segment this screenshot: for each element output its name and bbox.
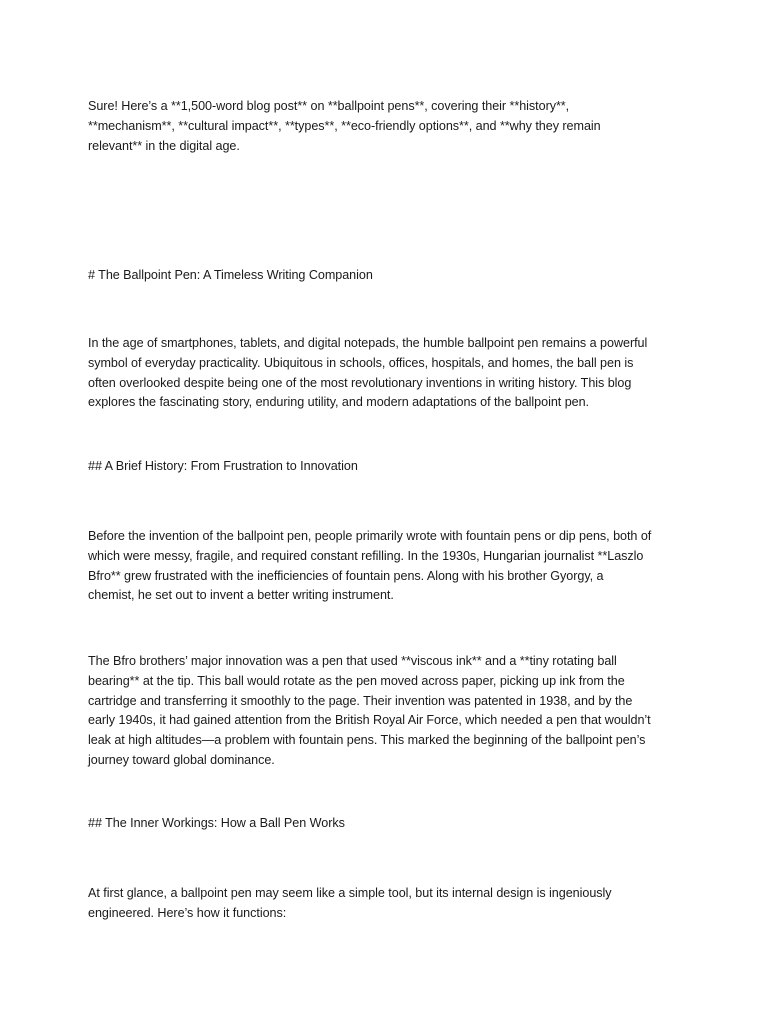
text-line: symbol of everyday practicality. Ubiquitous in schools, offices, hospitals, and homes, the ball pen is — [88, 355, 634, 370]
workings-heading — [88, 814, 688, 834]
history-paragraph-1 — [88, 527, 688, 606]
intro-body-paragraph — [88, 334, 688, 413]
text-line: which were messy, fragile, and required constant refilling. In the 1930s, Hungarian journalist **Laszlo — [88, 548, 644, 563]
text-line: ## A Brief History: From Frustration to Innovation — [88, 459, 358, 473]
text-line: journey toward global dominance. — [88, 752, 275, 767]
text-line: ## The Inner Workings: How a Ball Pen Works — [88, 816, 345, 830]
document-title — [88, 266, 688, 286]
text-line: Before the invention of the ballpoint pen, people primarily wrote with fountain pens or dip pens, both of — [88, 529, 652, 543]
text-line: Bfro** grew frustrated with the inefficiencies of fountain pens. Along with his brother Gyorgy, a — [88, 568, 604, 583]
text-line: The Bfro brothers’ major innovation was a pen that used **viscous ink** and a **tiny rotating ball — [88, 654, 617, 668]
text-line: leak at high altitudes—a problem with fountain pens. This marked the beginning of the ballpoint pen’s — [88, 733, 646, 748]
text-line: chemist, he set out to invent a better writing instrument. — [88, 588, 394, 603]
text-line: # The Ballpoint Pen: A Timeless Writing Companion — [88, 268, 373, 282]
intro-paragraph — [88, 97, 688, 156]
text-line: early 1940s, it had gained attention from the British Royal Air Force, which needed a pen that wouldn’t — [88, 713, 651, 728]
text-line: cartridge and transferring it smoothly to the page. Their invention was patented in 1938, and by the — [88, 693, 633, 708]
history-heading — [88, 457, 688, 477]
text-line: relevant** in the digital age. — [88, 138, 240, 153]
history-paragraph-2 — [88, 652, 688, 771]
text-line: bearing** at the tip. This ball would rotate as the pen moved across paper, picking up ink from the — [88, 673, 625, 688]
text-line: In the age of smartphones, tablets, and digital notepads, the humble ballpoint pen remains a powerful — [88, 336, 648, 350]
document-page — [88, 0, 688, 1024]
text-line: Sure! Here’s a **1,500-word blog post** on **ballpoint pens**, covering their **history**, — [88, 99, 570, 113]
workings-paragraph — [88, 884, 688, 924]
text-line: often overlooked despite being one of the most revolutionary inventions in writing history. This blog — [88, 375, 632, 390]
text-line: **mechanism**, **cultural impact**, **types**, **eco-friendly options**, and **why they remain — [88, 118, 601, 133]
text-line: At first glance, a ballpoint pen may seem like a simple tool, but its internal design is ingeniously — [88, 886, 612, 900]
text-line: explores the fascinating story, enduring utility, and modern adaptations of the ballpoint pen. — [88, 395, 589, 410]
text-line: engineered. Here’s how it functions: — [88, 905, 287, 920]
